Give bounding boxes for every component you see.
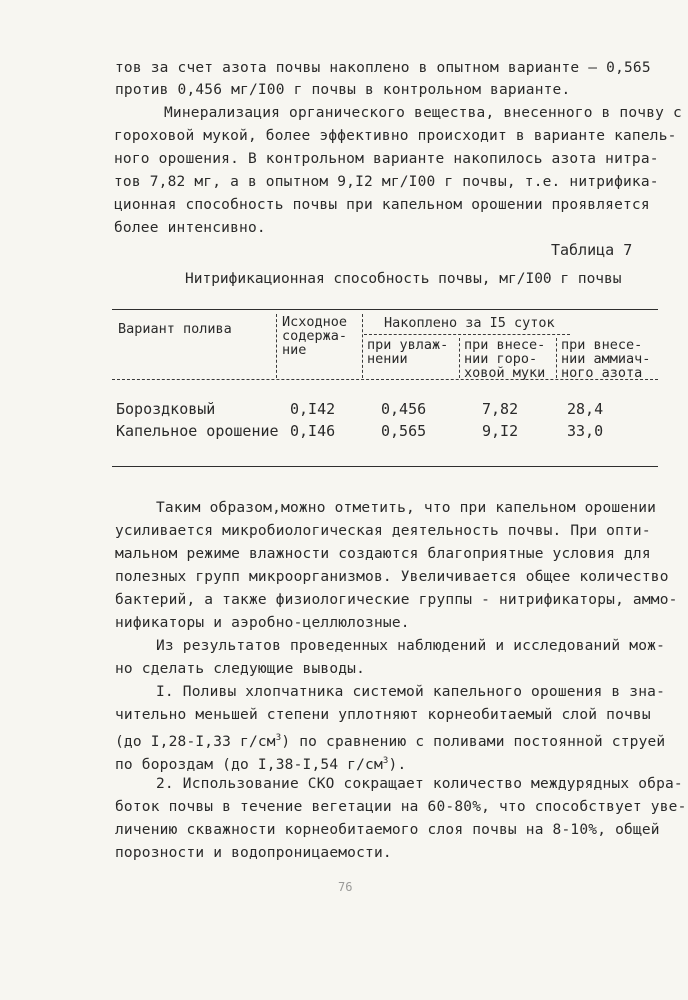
table-cell: 0,I42 xyxy=(290,400,336,418)
header-moistening: при увлаж- нении xyxy=(367,337,449,367)
table-label: Таблица 7 xyxy=(551,241,633,259)
table-cell: 0,456 xyxy=(381,400,427,418)
superscript: 3 xyxy=(382,756,389,766)
superscript: 3 xyxy=(275,733,282,743)
text-line: тов за счет азота почвы накоплено в опытном варианте – 0,565 xyxy=(115,60,651,76)
text-line: усиливается микробиологическая деятельность почвы. При опти- xyxy=(115,523,651,539)
text-line: Из результатов проведенных наблюдений и исследований мож- xyxy=(156,638,665,654)
header-accumulated: Накоплено за I5 суток xyxy=(384,315,555,331)
text-line: более интенсивно. xyxy=(114,220,266,236)
table-cell: 33,0 xyxy=(567,422,604,440)
table-top-rule xyxy=(112,309,658,310)
text-line: чительно меньшей степени уплотняют корнеобитаемый слой почвы xyxy=(115,707,651,723)
header-pea-flour: при внесе- нии горо- ховой муки xyxy=(464,337,546,381)
text-line: гороховой мукой, более эффективно происходит в варианте капель- xyxy=(114,128,677,144)
text-line: Таким образом,можно отметить, что при капельном орошении xyxy=(156,500,657,516)
table-bottom-rule xyxy=(112,466,658,467)
text-line: боток почвы в течение вегетации на 60-80%, что способствует уве- xyxy=(115,799,687,815)
text-line: бактерий, а также физиологические группы - нитрификаторы, аммо- xyxy=(115,592,678,608)
table-cell: 0,565 xyxy=(381,422,427,440)
page-number: 76 xyxy=(338,880,353,894)
text-line: полезных групп микроорганизмов. Увеличивается общее количество xyxy=(115,569,669,585)
table-title: Нитрификационная способность почвы, мг/I00 г почвы xyxy=(185,271,622,287)
text-line xyxy=(115,752,406,774)
text-line: личению скважности корнеобитаемого слоя почвы на 8-10%, общей xyxy=(115,822,660,838)
text-line: 2. Использование СКО сокращает количество междурядных обра- xyxy=(156,776,683,792)
table-cell: 28,4 xyxy=(567,400,604,418)
text-line: I. Поливы хлопчатника системой капельного орошения в зна- xyxy=(156,684,665,700)
table-column-divider xyxy=(459,338,460,378)
text-line: ного орошения. В контрольном варианте накопилось азота нитра- xyxy=(114,151,659,167)
header-initial: Исходное содержа- ние xyxy=(282,314,348,358)
text-fragment: (до I,28-I,33 г/см xyxy=(115,733,276,750)
table-row-variant: Бороздковый xyxy=(116,400,216,418)
header-ammonia-nitrogen: при внесе- нии аммиач- ного азота xyxy=(561,337,651,381)
text-line: против 0,456 мг/I00 г почвы в контрольном варианте. xyxy=(115,82,571,98)
text-line: нификаторы и аэробно-целлюлозные. xyxy=(115,615,410,631)
header-variant: Вариант полива xyxy=(118,321,232,337)
text-line: Минерализация органического вещества, внесенного в почву с xyxy=(164,105,682,121)
table-row-variant: Капельное орошение xyxy=(116,422,279,440)
text-fragment: ). xyxy=(388,756,407,773)
text-fragment: по бороздам (до I,38-I,54 г/см xyxy=(115,756,383,773)
table-column-divider xyxy=(276,314,277,378)
table-column-divider xyxy=(556,338,557,378)
text-fragment: ) по сравнению с поливами постоянной струей xyxy=(281,733,666,750)
table-column-divider xyxy=(362,314,363,378)
text-line: тов 7,82 мг, а в опытном 9,I2 мг/I00 г почвы, т.е. нитрифика- xyxy=(114,174,659,190)
text-line xyxy=(115,729,665,751)
table-header-divider xyxy=(364,334,570,335)
text-line: ционная способность почвы при капельном орошении проявляется xyxy=(114,197,650,213)
text-line: порозности и водопроницаемости. xyxy=(115,845,392,861)
text-line: но сделать следующие выводы. xyxy=(115,661,366,677)
table-cell: 7,82 xyxy=(482,400,519,418)
text-line: мальном режиме влажности создаются благоприятные условия для xyxy=(115,546,651,562)
table-cell: 0,I46 xyxy=(290,422,336,440)
table-cell: 9,I2 xyxy=(482,422,519,440)
